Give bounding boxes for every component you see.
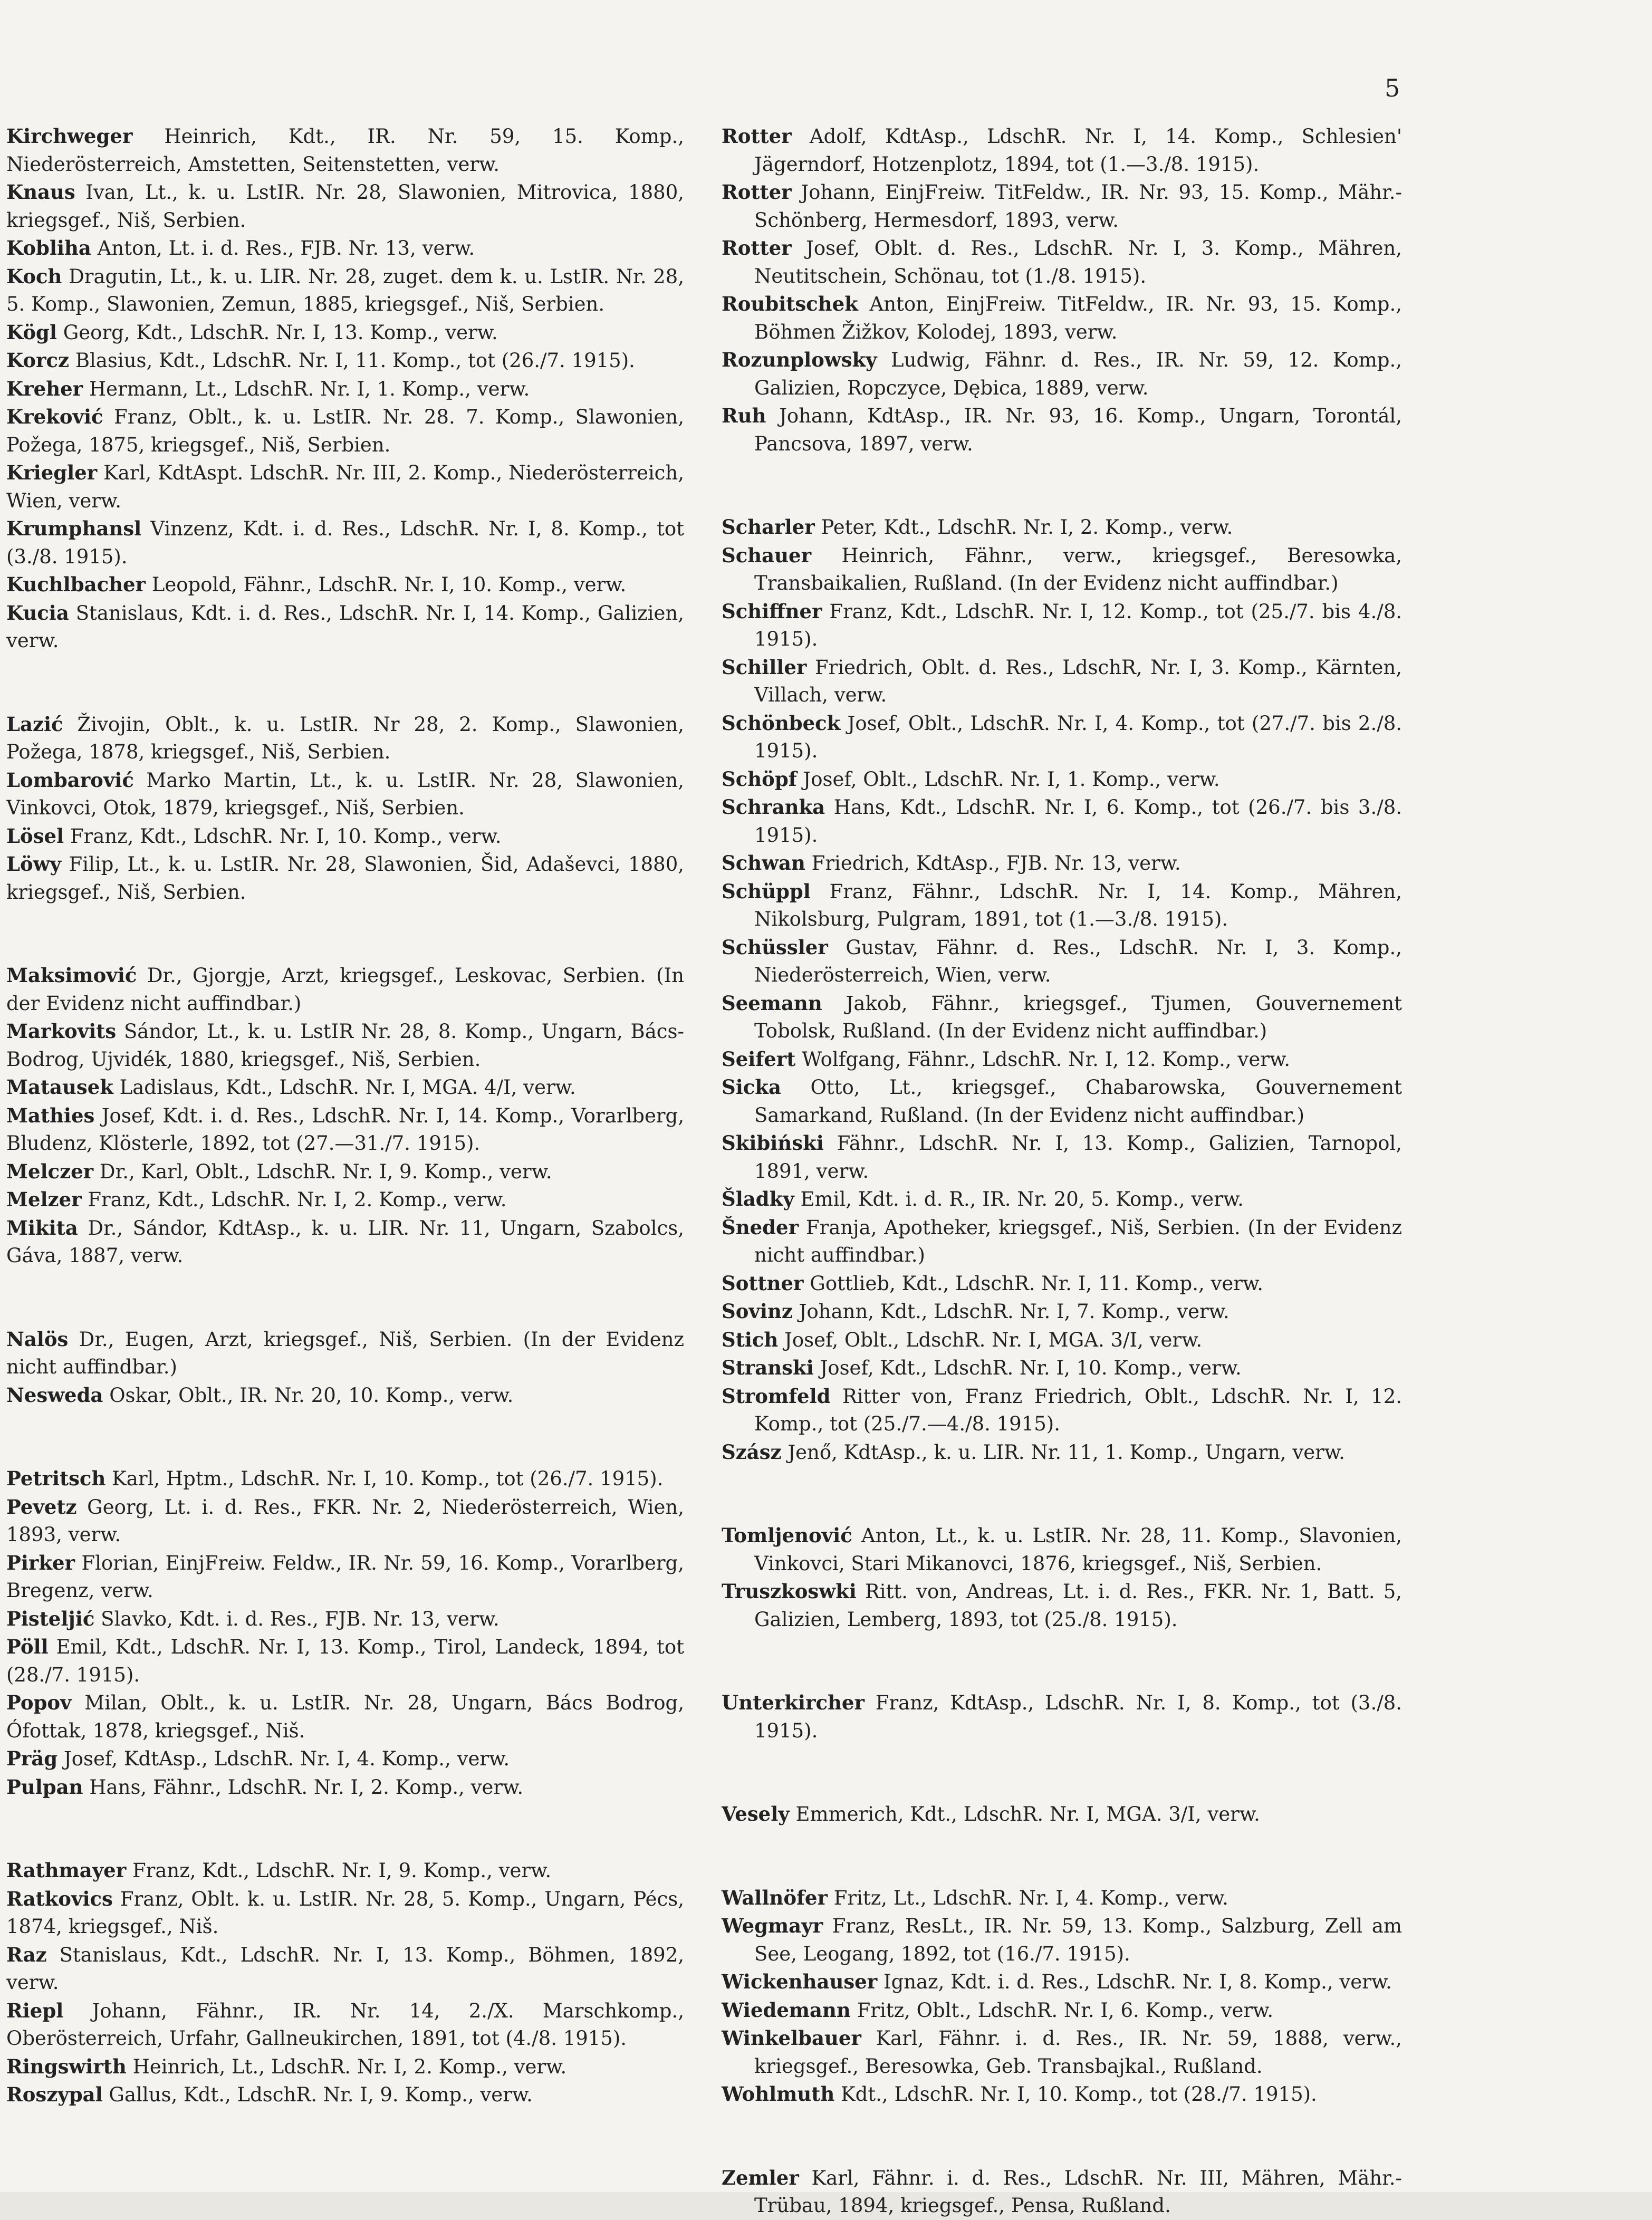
entry-details: Georg, Lt. i. d. Res., FKR. Nr. 2, Niederösterreich, Wien, 1893, verw. bbox=[6, 1495, 684, 1546]
roster-entry bbox=[722, 2024, 1402, 2080]
entry-details: Anton, Lt., k. u. LstIR. Nr. 28, 11. Komp., Slavonien, Vinkovci, Stari Mikanovci, 1876, kriegsgef., Niš, Serbien. bbox=[754, 1524, 1402, 1575]
entry-surname: Schöpf bbox=[722, 767, 797, 791]
entry-details: Stanislaus, Kdt., LdschR. Nr. I, 13. Komp., Böhmen, 1892, verw. bbox=[6, 1943, 684, 1994]
entry-details: Ritt. von, Andreas, Lt. i. d. Res., FKR. Nr. 1, Batt. 5, Galizien, Lemberg, 1893, tot (25./8. 1915). bbox=[754, 1580, 1402, 1631]
entry-surname: Wickenhauser bbox=[722, 1970, 878, 1993]
section-gap bbox=[6, 1801, 684, 1857]
entry-surname: Wegmayr bbox=[722, 1914, 823, 1937]
entry-surname: Sicka bbox=[722, 1075, 781, 1099]
roster-entry bbox=[722, 1129, 1402, 1185]
entry-details: Oskar, Oblt., IR. Nr. 20, 10. Komp., verw. bbox=[103, 1383, 514, 1407]
right-column bbox=[722, 122, 1402, 2220]
section-gap bbox=[722, 1633, 1402, 1689]
entry-details: Josef, Oblt., LdschR. Nr. I, MGA. 3/I, verw. bbox=[778, 1328, 1203, 1351]
left-column bbox=[6, 122, 684, 2109]
entry-details: Stanislaus, Kdt. i. d. Res., LdschR. Nr. I, 14. Komp., Galizien, verw. bbox=[6, 601, 684, 652]
entry-details: Friedrich, KdtAsp., FJB. Nr. 13, verw. bbox=[805, 852, 1181, 874]
entry-details: Dr., Sándor, KdtAsp., k. u. LIR. Nr. 11, Ungarn, Szabolcs, Gáva, 1887, verw. bbox=[6, 1216, 684, 1267]
roster-entry bbox=[722, 2080, 1402, 2109]
entry-surname: Winkelbauer bbox=[722, 2026, 861, 2050]
entry-surname: Mikita bbox=[6, 1216, 78, 1239]
roster-entry bbox=[6, 459, 684, 515]
roster-entry bbox=[6, 962, 684, 1017]
entry-surname: Wallnöfer bbox=[722, 1886, 828, 1909]
roster-entry bbox=[722, 1045, 1402, 1074]
entry-details: Heinrich, Lt., LdschR. Nr. I, 2. Komp., verw. bbox=[126, 2055, 567, 2078]
entry-details: Ladislaus, Kdt., LdschR. Nr. I, MGA. 4/I, verw. bbox=[113, 1076, 576, 1099]
entry-surname: Rozunplowsky bbox=[722, 348, 877, 371]
entry-surname: Pevetz bbox=[6, 1495, 77, 1519]
roster-entry bbox=[722, 513, 1402, 542]
roster-entry bbox=[6, 1745, 684, 1773]
entry-details: Josef, Kdt., LdschR. Nr. I, 10. Komp., verw. bbox=[813, 1357, 1242, 1379]
roster-entry bbox=[6, 1997, 684, 2053]
entry-surname: Vesely bbox=[722, 1802, 790, 1825]
section-gap bbox=[722, 1745, 1402, 1800]
entry-details: Wolfgang, Fähnr., LdschR. Nr. I, 12. Komp., verw. bbox=[795, 1047, 1290, 1071]
entry-surname: Präg bbox=[6, 1747, 58, 1770]
entry-details: Karl, KdtAspt. LdschR. Nr. III, 2. Komp., Niederösterreich, Wien, verw. bbox=[6, 462, 684, 512]
roster-entry bbox=[722, 542, 1402, 598]
roster-entry bbox=[722, 1996, 1402, 2025]
roster-entry bbox=[722, 1884, 1402, 1913]
entry-details: Kdt., LdschR. Nr. I, 10. Komp., tot (28./7. 1915). bbox=[834, 2083, 1317, 2106]
roster-entry bbox=[722, 598, 1402, 653]
entry-details: Johann, Kdt., LdschR. Nr. I, 7. Komp., verw. bbox=[792, 1300, 1230, 1323]
entry-details: Marko Martin, Lt., k. u. LstIR. Nr. 28, Slawonien, Vinkovci, Otok, 1879, kriegsgef., Niš, Serbien. bbox=[6, 768, 684, 819]
roster-entry bbox=[722, 234, 1402, 290]
entry-surname: Korcz bbox=[6, 349, 70, 372]
entry-surname: Ruh bbox=[722, 404, 766, 427]
entry-surname: Kobliha bbox=[6, 236, 91, 260]
roster-entry bbox=[6, 319, 684, 347]
entry-details: Vinzenz, Kdt. i. d. Res., LdschR. Nr. I, 8. Komp., tot (3./8. 1915). bbox=[6, 517, 684, 568]
roster-entry bbox=[6, 2053, 684, 2081]
entry-surname: Pöll bbox=[6, 1635, 49, 1658]
entry-surname: Roszypal bbox=[6, 2083, 103, 2106]
entry-surname: Wiedemann bbox=[722, 1998, 851, 2022]
roster-entry bbox=[722, 765, 1402, 794]
entry-details: Fritz, Oblt., LdschR. Nr. I, 6. Komp., verw. bbox=[850, 1998, 1274, 2022]
roster-entry bbox=[6, 2081, 684, 2109]
entry-surname: Ratkovics bbox=[6, 1887, 113, 1910]
roster-entry bbox=[722, 1578, 1402, 1633]
entry-surname: Scharler bbox=[722, 515, 815, 539]
roster-entry bbox=[722, 1912, 1402, 1968]
entry-details: Adolf, KdtAsp., LdschR. Nr. I, 14. Komp., Schlesien' Jägerndorf, Hotzenplotz, 1894, tot (1.—3./8. 1915). bbox=[754, 125, 1402, 176]
roster-entry bbox=[722, 1689, 1402, 1745]
entry-details: Blasius, Kdt., LdschR. Nr. I, 11. Komp., tot (26./7. 1915). bbox=[69, 349, 635, 372]
roster-entry bbox=[722, 1298, 1402, 1326]
entry-surname: Pulpan bbox=[6, 1775, 83, 1799]
entry-details: Heinrich, Kdt., IR. Nr. 59, 15. Komp., Niederösterreich, Amstetten, Seitenstetten, verw. bbox=[6, 125, 684, 176]
entry-surname: Popov bbox=[6, 1691, 72, 1714]
section-gap bbox=[6, 655, 684, 710]
entry-details: Franz, Kdt., LdschR. Nr. I, 12. Komp., tot (25./7. bis 4./8. 1915). bbox=[754, 600, 1402, 650]
entry-surname: Seifert bbox=[722, 1047, 796, 1071]
entry-details: Gustav, Fähnr. d. Res., LdschR. Nr. I, 3. Komp., Niederösterreich, Wien, verw. bbox=[754, 936, 1402, 986]
entry-surname: Rotter bbox=[722, 180, 792, 204]
roster-entry bbox=[6, 1017, 684, 1073]
roster-entry bbox=[722, 1214, 1402, 1270]
entry-surname: Tomljenović bbox=[722, 1524, 852, 1547]
entry-surname: Stranski bbox=[722, 1356, 814, 1379]
entry-surname: Koch bbox=[6, 264, 62, 288]
entry-details: Živojin, Oblt., k. u. LstIR. Nr 28, 2. Komp., Slawonien, Požega, 1878, kriegsgef., Niš, Serbien. bbox=[6, 713, 684, 763]
entry-details: Dragutin, Lt., k. u. LIR. Nr. 28, zuget. dem k. u. LstIR. Nr. 28, 5. Komp., Slawonien, Zemun, 1885, kriegsgef., Niš, Serbien. bbox=[6, 265, 684, 315]
section-gap bbox=[722, 1829, 1402, 1884]
entry-details: Jakob, Fähnr., kriegsgef., Tjumen, Gouvernement Tobolsk, Rußland. (In der Evidenz nicht auffindbar.) bbox=[754, 992, 1402, 1042]
entry-surname: Lösel bbox=[6, 824, 64, 848]
entry-details: Franz, Kdt., LdschR. Nr. I, 10. Komp., verw. bbox=[64, 824, 502, 848]
entry-surname: Markovits bbox=[6, 1020, 117, 1043]
entry-details: Jenő, KdtAsp., k. u. LIR. Nr. 11, 1. Komp., Ungarn, verw. bbox=[781, 1440, 1345, 1464]
roster-entry bbox=[722, 989, 1402, 1045]
entry-details: Gallus, Kdt., LdschR. Nr. I, 9. Komp., verw. bbox=[102, 2083, 533, 2106]
entry-surname: Rotter bbox=[722, 236, 792, 260]
roster-entry bbox=[6, 1493, 684, 1549]
entry-surname: Roubitschek bbox=[722, 292, 858, 315]
entry-details: Emmerich, Kdt., LdschR. Nr. I, MGA. 3/I, verw. bbox=[789, 1803, 1260, 1825]
entry-surname: Schönbeck bbox=[722, 711, 841, 735]
entry-details: Anton, Lt. i. d. Res., FJB. Nr. 13, verw. bbox=[91, 237, 475, 260]
entry-surname: Melczer bbox=[6, 1159, 94, 1183]
entry-details: Emil, Kdt. i. d. R., IR. Nr. 20, 5. Komp., verw. bbox=[794, 1188, 1244, 1210]
entry-surname: Löwy bbox=[6, 852, 62, 876]
page-number: 5 bbox=[1385, 74, 1400, 102]
entry-surname: Seemann bbox=[722, 991, 822, 1015]
entry-details: Dr., Eugen, Arzt, kriegsgef., Niš, Serbien. (In der Evidenz nicht auffindbar.) bbox=[6, 1328, 684, 1378]
entry-details: Karl, Fähnr. i. d. Res., LdschR. Nr. III, Mähren, Mähr.-Trübau, 1894, kriegsgef., Pensa, Rußland. bbox=[754, 2166, 1402, 2217]
entry-details: Ignaz, Kdt. i. d. Res., LdschR. Nr. I, 8. Komp., verw. bbox=[877, 1971, 1392, 1993]
entry-details: Karl, Hptm., LdschR. Nr. I, 10. Komp., tot (26./7. 1915). bbox=[105, 1467, 664, 1490]
entry-details: Georg, Kdt., LdschR. Nr. I, 13. Komp., verw. bbox=[56, 321, 498, 344]
section-gap bbox=[6, 1409, 684, 1465]
entry-surname: Šladky bbox=[722, 1187, 794, 1210]
section-gap bbox=[722, 1466, 1402, 1522]
roster-entry bbox=[722, 1968, 1402, 1996]
roster-entry bbox=[722, 1185, 1402, 1214]
roster-entry bbox=[722, 346, 1402, 402]
entry-details: Franz, Kdt., LdschR. Nr. I, 9. Komp., verw. bbox=[126, 1859, 552, 1882]
roster-entry bbox=[6, 347, 684, 375]
entry-details: Franz, Oblt., k. u. LstIR. Nr. 28. 7. Komp., Slawonien, Požega, 1875, kriegsgef., Niš, Serbien. bbox=[6, 406, 684, 456]
section-gap bbox=[6, 906, 684, 962]
entry-details: Johann, Fähnr., IR. Nr. 14, 2./X. Marschkomp., Oberösterreich, Urfahr, Gallneukirchen, 1891, tot (4./8. 1915). bbox=[6, 1999, 684, 2050]
entry-surname: Petritsch bbox=[6, 1467, 106, 1490]
roster-entry bbox=[6, 1214, 684, 1270]
roster-entry bbox=[6, 1465, 684, 1493]
entry-surname: Skibiński bbox=[722, 1131, 824, 1155]
roster-entry bbox=[722, 122, 1402, 178]
entry-surname: Rotter bbox=[722, 124, 792, 148]
roster-entry bbox=[6, 822, 684, 851]
entry-details: Slavko, Kdt. i. d. Res., FJB. Nr. 13, verw. bbox=[94, 1607, 500, 1630]
entry-details: Josef, Kdt. i. d. Res., LdschR. Nr. I, 14. Komp., Vorarlberg, Bludenz, Klösterle, 1892, tot (27.—31./7. 1915). bbox=[6, 1104, 684, 1155]
roster-entry bbox=[6, 1325, 684, 1381]
roster-entry bbox=[6, 403, 684, 459]
roster-entry bbox=[722, 1354, 1402, 1382]
entry-details: Franz, Kdt., LdschR. Nr. I, 2. Komp., verw. bbox=[81, 1188, 507, 1211]
roster-entry bbox=[6, 1605, 684, 1633]
section-gap bbox=[722, 2109, 1402, 2164]
entry-details: Dr., Karl, Oblt., LdschR. Nr. I, 9. Komp., verw. bbox=[93, 1160, 552, 1183]
entry-surname: Raz bbox=[6, 1943, 47, 1966]
roster-entry bbox=[722, 178, 1402, 234]
roster-entry bbox=[722, 1522, 1402, 1578]
entry-surname: Kreković bbox=[6, 405, 103, 428]
entry-surname: Kucia bbox=[6, 601, 69, 624]
roster-entry bbox=[6, 178, 684, 234]
roster-entry bbox=[722, 793, 1402, 849]
entry-surname: Schiffner bbox=[722, 599, 822, 623]
entry-details: Josef, Oblt. d. Res., LdschR. Nr. I, 3. Komp., Mähren, Neutitschein, Schönau, tot (1./8. 1915). bbox=[754, 237, 1402, 287]
entry-details: Franja, Apotheker, kriegsgef., Niš, Serbien. (In der Evidenz nicht auffindbar.) bbox=[754, 1216, 1402, 1266]
roster-entry bbox=[722, 878, 1402, 934]
roster-entry bbox=[6, 1381, 684, 1410]
entry-details: Peter, Kdt., LdschR. Nr. I, 2. Komp., verw. bbox=[814, 516, 1233, 539]
entry-details: Milan, Oblt., k. u. LstIR. Nr. 28, Ungarn, Bács Bodrog, Ófottak, 1878, kriegsgef., Niš. bbox=[6, 1692, 684, 1742]
entry-surname: Nesweda bbox=[6, 1383, 103, 1407]
entry-surname: Kreher bbox=[6, 377, 83, 400]
entry-details: Gottlieb, Kdt., LdschR. Nr. I, 11. Komp., verw. bbox=[803, 1272, 1264, 1295]
entry-surname: Kögl bbox=[6, 320, 57, 344]
roster-entry bbox=[6, 1689, 684, 1745]
roster-entry bbox=[722, 849, 1402, 878]
entry-details: Hans, Fähnr., LdschR. Nr. I, 2. Komp., verw. bbox=[83, 1775, 524, 1799]
entry-surname: Schranka bbox=[722, 795, 825, 819]
entry-details: Emil, Kdt., LdschR. Nr. I, 13. Komp., Tirol, Landeck, 1894, tot (28./7. 1915). bbox=[6, 1636, 684, 1686]
entry-surname: Schüppl bbox=[722, 879, 811, 903]
roster-entry bbox=[6, 1073, 684, 1102]
roster-entry bbox=[722, 1800, 1402, 1829]
entry-details: Franz, Fähnr., LdschR. Nr. I, 14. Komp., Mähren, Nikolsburg, Pulgram, 1891, tot (1.—3./8. 1915). bbox=[754, 880, 1402, 930]
roster-entry bbox=[722, 402, 1402, 458]
entry-details: Friedrich, Oblt. d. Res., LdschR, Nr. I, 3. Komp., Kärnten, Villach, verw. bbox=[754, 656, 1402, 706]
roster-entry bbox=[722, 290, 1402, 346]
entry-surname: Truszkoswki bbox=[722, 1580, 857, 1603]
roster-entry bbox=[6, 571, 684, 599]
roster-entry bbox=[6, 1186, 684, 1214]
entry-details: Franz, ResLt., IR. Nr. 59, 13. Komp., Salzburg, Zell am See, Leogang, 1892, tot (16./7. 1915). bbox=[754, 1915, 1402, 1965]
roster-entry bbox=[6, 1549, 684, 1605]
entry-details: Karl, Fähnr. i. d. Res., IR. Nr. 59, 1888, verw., kriegsgef., Beresowka, Geb. Transbajkal., Rußland. bbox=[754, 2027, 1402, 2078]
roster-entry bbox=[6, 515, 684, 571]
entry-details: Leopold, Fähnr., LdschR. Nr. I, 10. Komp., verw. bbox=[146, 573, 627, 596]
entry-surname: Nalös bbox=[6, 1327, 69, 1351]
entry-details: Ritter von, Franz Friedrich, Oblt., LdschR. Nr. I, 12. Komp., tot (25./7.—4./8. 1915). bbox=[754, 1385, 1402, 1435]
entry-surname: Melzer bbox=[6, 1188, 82, 1211]
entry-surname: Schüssler bbox=[722, 935, 828, 959]
entry-surname: Lazić bbox=[6, 712, 63, 736]
roster-entry bbox=[6, 234, 684, 263]
roster-entry bbox=[6, 1885, 684, 1941]
roster-entry bbox=[6, 1773, 684, 1802]
entry-surname: Kriegler bbox=[6, 461, 98, 484]
entry-surname: Wohlmuth bbox=[722, 2082, 835, 2106]
section-gap bbox=[6, 1270, 684, 1325]
entry-details: Ludwig, Fähnr. d. Res., IR. Nr. 59, 12. Komp., Galizien, Ropczyce, Dębica, 1889, verw. bbox=[754, 349, 1402, 399]
roster-entry bbox=[722, 934, 1402, 989]
roster-entry bbox=[722, 1073, 1402, 1129]
roster-entry bbox=[6, 1633, 684, 1689]
entry-surname: Knaus bbox=[6, 180, 75, 204]
entry-details: Fritz, Lt., LdschR. Nr. I, 4. Komp., verw. bbox=[827, 1886, 1228, 1909]
entry-details: Hermann, Lt., LdschR. Nr. I, 1. Komp., verw. bbox=[83, 377, 530, 400]
entry-details: Otto, Lt., kriegsgef., Chabarowska, Gouvernement Samarkand, Rußland. (In der Evidenz nicht auffindbar.) bbox=[754, 1076, 1402, 1127]
roster-entry bbox=[722, 653, 1402, 709]
roster-entry bbox=[6, 122, 684, 178]
entry-details: Johann, KdtAsp., IR. Nr. 93, 16. Komp., Ungarn, Torontál, Pancsova, 1897, verw. bbox=[754, 405, 1402, 455]
roster-entry bbox=[6, 599, 684, 655]
entry-surname: Schwan bbox=[722, 851, 805, 874]
entry-details: Florian, EinjFreiw. Feldw., IR. Nr. 59, 16. Komp., Vorarlberg, Bregenz, verw. bbox=[6, 1551, 684, 1602]
roster-entry bbox=[6, 1857, 684, 1885]
entry-details: Franz, KdtAsp., LdschR. Nr. I, 8. Komp., tot (3./8. 1915). bbox=[754, 1692, 1402, 1742]
entry-surname: Mathies bbox=[6, 1103, 95, 1127]
entry-surname: Ringswirth bbox=[6, 2054, 127, 2078]
entry-surname: Zemler bbox=[722, 2166, 799, 2189]
entry-details: Josef, Oblt., LdschR. Nr. I, 1. Komp., verw. bbox=[796, 767, 1220, 791]
entry-surname: Schauer bbox=[722, 543, 812, 567]
entry-surname: Krumphansl bbox=[6, 517, 142, 540]
entry-surname: Maksimović bbox=[6, 964, 137, 987]
roster-entry bbox=[6, 1158, 684, 1186]
entry-surname: Stromfeld bbox=[722, 1384, 831, 1408]
roster-entry bbox=[6, 1102, 684, 1158]
entry-surname: Matausek bbox=[6, 1075, 113, 1099]
entry-details: Hans, Kdt., LdschR. Nr. I, 6. Komp., tot (26./7. bis 3./8. 1915). bbox=[754, 796, 1402, 847]
entry-details: Anton, EinjFreiw. TitFeldw., IR. Nr. 93, 15. Komp., Böhmen Žižkov, Kolodej, 1893, verw. bbox=[754, 293, 1402, 343]
entry-details: Johann, EinjFreiw. TitFeldw., IR. Nr. 93, 15. Komp., Mähr.-Schönberg, Hermesdorf, 1893, verw. bbox=[754, 181, 1402, 232]
entry-surname: Szász bbox=[722, 1440, 782, 1464]
roster-entry bbox=[6, 850, 684, 906]
roster-entry bbox=[6, 710, 684, 766]
roster-entry bbox=[722, 1382, 1402, 1438]
entry-surname: Pirker bbox=[6, 1551, 75, 1574]
entry-surname: Riepl bbox=[6, 1998, 64, 2022]
entry-surname: Sovinz bbox=[722, 1300, 793, 1323]
entry-details: Filip, Lt., k. u. LstIR. Nr. 28, Slawonien, Šid, Adaševci, 1880, kriegsgef., Niš, Serbien. bbox=[6, 853, 684, 904]
section-gap bbox=[722, 458, 1402, 513]
entry-details: Josef, Oblt., LdschR. Nr. I, 4. Komp., tot (27./7. bis 2./8. 1915). bbox=[754, 712, 1402, 762]
roster-entry bbox=[6, 1941, 684, 1997]
entry-details: Josef, KdtAsp., LdschR. Nr. I, 4. Komp., verw. bbox=[57, 1747, 510, 1770]
entry-details: Dr., Gjorgje, Arzt, kriegsgef., Leskovac, Serbien. (In der Evidenz nicht auffindbar.) bbox=[6, 964, 684, 1015]
roster-entry bbox=[6, 766, 684, 822]
entry-surname: Sottner bbox=[722, 1271, 804, 1295]
entry-surname: Schiller bbox=[722, 655, 807, 679]
entry-details: Ivan, Lt., k. u. LstIR. Nr. 28, Slawonien, Mitrovica, 1880, kriegsgef., Niš, Serbien. bbox=[6, 181, 684, 232]
entry-surname: Kuchlbacher bbox=[6, 573, 146, 596]
entry-surname: Rathmayer bbox=[6, 1859, 127, 1882]
roster-entry bbox=[6, 375, 684, 403]
entry-details: Sándor, Lt., k. u. LstIR Nr. 28, 8. Komp., Ungarn, Bács-Bodrog, Ujvidék, 1880, kriegsgef., Niš, Serbien. bbox=[6, 1020, 684, 1071]
entry-surname: Šneder bbox=[722, 1215, 799, 1239]
roster-entry bbox=[722, 1270, 1402, 1298]
entry-surname: Unterkircher bbox=[722, 1691, 865, 1714]
entry-surname: Stich bbox=[722, 1328, 779, 1351]
entry-surname: Pisteljić bbox=[6, 1607, 95, 1630]
roster-entry bbox=[722, 1438, 1402, 1467]
entry-details: Heinrich, Fähnr., verw., kriegsgef., Beresowka, Transbaikalien, Rußland. (In der Evidenz nicht auffindbar.) bbox=[754, 544, 1402, 594]
entry-details: Franz, Oblt. k. u. LstIR. Nr. 28, 5. Komp., Ungarn, Pécs, 1874, kriegsgef., Niš. bbox=[6, 1887, 684, 1938]
entry-surname: Lombarović bbox=[6, 768, 134, 792]
roster-entry bbox=[6, 263, 684, 319]
roster-entry bbox=[722, 709, 1402, 765]
entry-details: Fähnr., LdschR. Nr. I, 13. Komp., Galizien, Tarnopol, 1891, verw. bbox=[754, 1132, 1402, 1183]
roster-entry bbox=[722, 1326, 1402, 1354]
entry-surname: Kirchweger bbox=[6, 124, 133, 148]
